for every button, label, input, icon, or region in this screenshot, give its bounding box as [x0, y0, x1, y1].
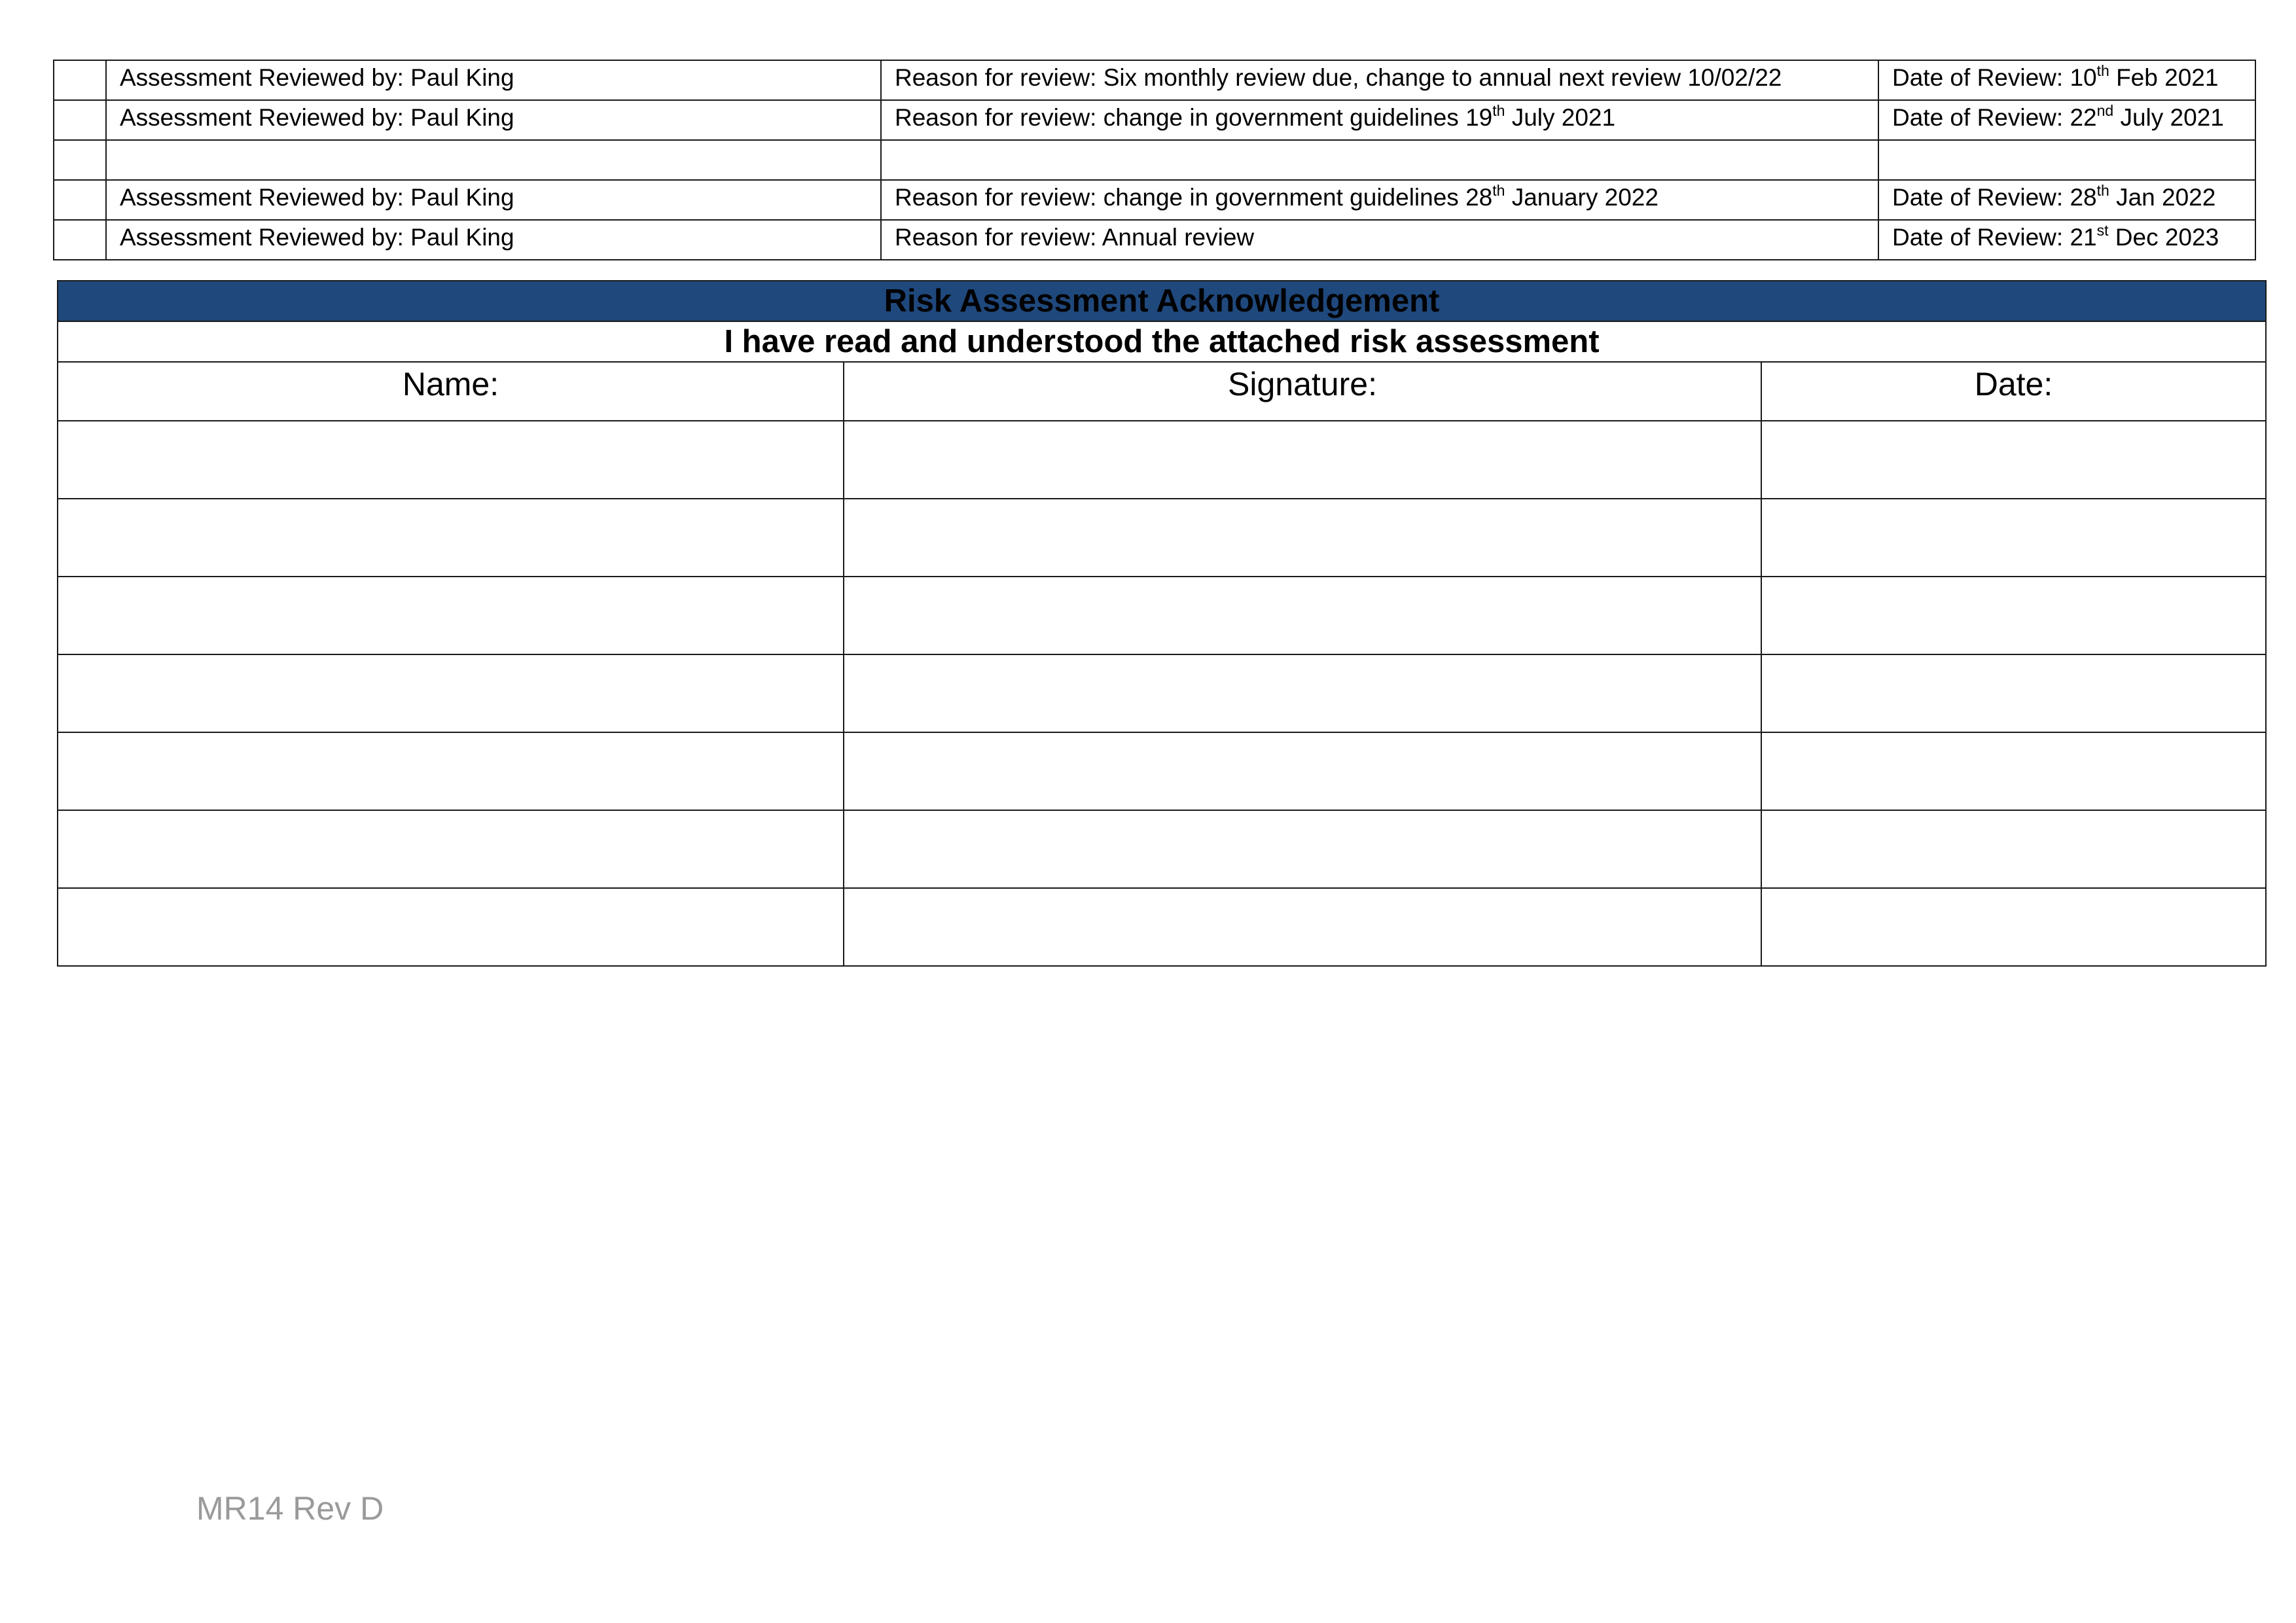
review-history-table	[53, 60, 2256, 260]
date-entry-cell[interactable]	[1761, 577, 2266, 654]
date-entry-cell[interactable]	[1761, 421, 2266, 499]
date-entry-cell[interactable]	[1761, 810, 2266, 888]
name-entry-cell[interactable]	[58, 732, 844, 810]
date-entry-cell[interactable]	[1761, 654, 2266, 732]
signature-entry-cell[interactable]	[844, 732, 1761, 810]
signature-row	[58, 499, 2266, 577]
acknowledgement-title: Risk Assessment Acknowledgement	[58, 281, 2266, 321]
reviewed-by-cell: Assessment Reviewed by: Paul King	[106, 60, 881, 100]
signature-entry-cell[interactable]	[844, 421, 1761, 499]
reviewed-by-cell: Assessment Reviewed by: Paul King	[106, 100, 881, 140]
date-entry-cell[interactable]	[1761, 499, 2266, 577]
review-row	[54, 100, 2255, 140]
date-column-header: Date:	[1761, 362, 2266, 421]
review-row-marker	[54, 140, 106, 180]
review-row-marker	[54, 180, 106, 220]
review-reason-cell: Reason for review: change in government guidelines 28th January 2022	[881, 180, 1878, 220]
signature-entry-cell[interactable]	[844, 888, 1761, 966]
reviewed-by-cell: Assessment Reviewed by: Paul King	[106, 220, 881, 260]
name-entry-cell[interactable]	[58, 499, 844, 577]
name-entry-cell[interactable]	[58, 888, 844, 966]
review-row	[54, 140, 2255, 180]
signature-row	[58, 888, 2266, 966]
signature-column-header: Signature:	[844, 362, 1761, 421]
review-row	[54, 220, 2255, 260]
signature-entry-cell[interactable]	[844, 810, 1761, 888]
signature-row	[58, 654, 2266, 732]
review-date-cell: Date of Review: 22nd July 2021	[1878, 100, 2255, 140]
signature-row	[58, 732, 2266, 810]
review-row	[54, 180, 2255, 220]
name-entry-cell[interactable]	[58, 810, 844, 888]
signature-entry-cell[interactable]	[844, 577, 1761, 654]
review-row-marker	[54, 60, 106, 100]
signature-entry-cell[interactable]	[844, 499, 1761, 577]
reviewed-by-cell	[106, 140, 881, 180]
signature-row	[58, 421, 2266, 499]
acknowledgement-table	[57, 280, 2267, 967]
name-entry-cell[interactable]	[58, 421, 844, 499]
review-date-cell: Date of Review: 28th Jan 2022	[1878, 180, 2255, 220]
signature-row	[58, 577, 2266, 654]
review-date-cell: Date of Review: 21st Dec 2023	[1878, 220, 2255, 260]
reviewed-by-cell: Assessment Reviewed by: Paul King	[106, 180, 881, 220]
date-entry-cell[interactable]	[1761, 888, 2266, 966]
name-column-header: Name:	[58, 362, 844, 421]
name-entry-cell[interactable]	[58, 577, 844, 654]
signature-row	[58, 810, 2266, 888]
review-date-cell	[1878, 140, 2255, 180]
document-code: MR14 Rev D	[196, 1490, 384, 1527]
review-row-marker	[54, 100, 106, 140]
review-reason-cell: Reason for review: change in government guidelines 19th July 2021	[881, 100, 1878, 140]
signature-entry-cell[interactable]	[844, 654, 1761, 732]
review-row	[54, 60, 2255, 100]
name-entry-cell[interactable]	[58, 654, 844, 732]
review-date-cell: Date of Review: 10th Feb 2021	[1878, 60, 2255, 100]
review-reason-cell: Reason for review: Annual review	[881, 220, 1878, 260]
acknowledgement-statement: I have read and understood the attached risk assessment	[58, 321, 2266, 362]
review-row-marker	[54, 220, 106, 260]
review-reason-cell	[881, 140, 1878, 180]
review-reason-cell: Reason for review: Six monthly review due, change to annual next review 10/02/22	[881, 60, 1878, 100]
date-entry-cell[interactable]	[1761, 732, 2266, 810]
